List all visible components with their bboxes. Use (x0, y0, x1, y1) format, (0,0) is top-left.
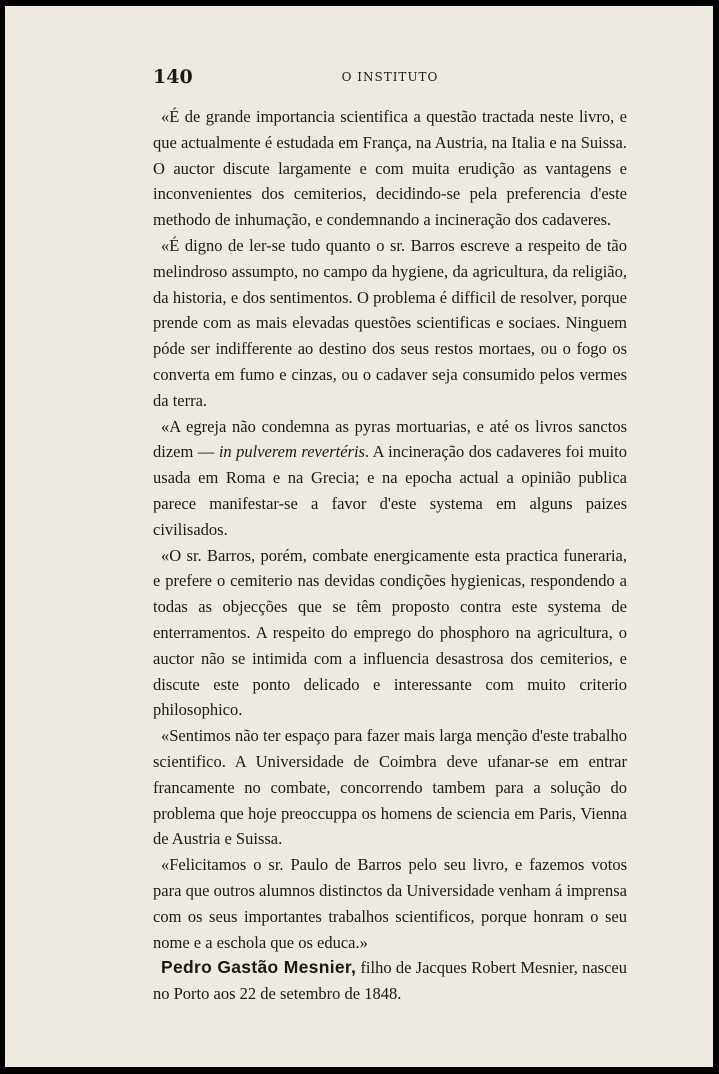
page-number: 140 (153, 66, 193, 88)
biography-entry (153, 955, 627, 1007)
document-page (5, 6, 713, 1067)
biography-name: Pedro Gastão Mesnier, (161, 957, 357, 978)
paragraph-5: «Sentimos não ter espaço para fazer mais larga menção d'este trabalho scientifico. A Universidade de Coimbra deve ufanar-se em entrar francamente no combate, concorrendo tambem para a solução do problema que hoje preoccuppa os homens de sciencia em Paris, Vienna de Austria e Suissa. (153, 726, 627, 849)
running-title: O INSTITUTO (341, 70, 439, 84)
paragraph-3 (153, 414, 627, 543)
paragraph-3-before: «A egreja não condemna as pyras mortuarias, e até os livros sanctos dizem — (153, 416, 627, 462)
paragraph-6: «Felicitamos o sr. Paulo de Barros pelo seu livro, e fazemos votos para que outros alumnos distinctos da Universidade venham á imprensa com os seus importantes trabalhos scientificos, porque honram o seu nome e a eschola que os educa.» (153, 855, 627, 952)
paragraph-2: «É digno de ler-se tudo quanto o sr. Barros escreve a respeito de tão melindroso assumpto, no campo da hygiene, da agricultura, da religião, da historia, e dos sentimentos. O problema é difficil de resolver, porque prende com as mais elevadas questões scientificas e sociaes. Ninguem póde ser indifferente ao destino dos seus restos mortaes, ou o fogo os converta em fumo e cinzas, ou o cadaver seja consumido pelos vermes da terra. (153, 235, 627, 410)
page-header (153, 66, 627, 94)
paragraph-4: «O sr. Barros, porém, combate energicamente esta practica funeraria, e prefere o cemiterio nas devidas condições hygienicas, respondendo a todas as objecções que se têm proposto contra este systema de enterramentos. A respeito do emprego do phosphoro na agricultura, o auctor não se intimida com a influencia desastrosa dos cemiterios, e discute este ponto delicado e interessante com muito criterio philosophico. (153, 545, 627, 720)
paragraph-3-after: . A incineração dos cadaveres foi muito usada em Roma e na Grecia; e na epocha actual a opinião publica parece manifestar-se a favor d'este systema em alguns paizes civilisados. (153, 442, 627, 539)
body-text (153, 104, 627, 1007)
latin-quote: in pulverem revertéris (218, 442, 365, 462)
paragraph-1: «É de grande importancia scientifica a questão tractada neste livro, e que actualmente é estudada em França, na Austria, na Italia e na Suissa. O auctor discute largamente e com muita erudição as vantagens e inconvenientes dos cemiterios, decidindo-se pela preferencia d'este methodo de inhumação, e condemnando a incineração dos cadaveres. (153, 107, 627, 230)
biography-text: filho de Jacques Robert Mesnier, nasceu no Porto aos 22 de setembro de 1848. (153, 958, 627, 1004)
